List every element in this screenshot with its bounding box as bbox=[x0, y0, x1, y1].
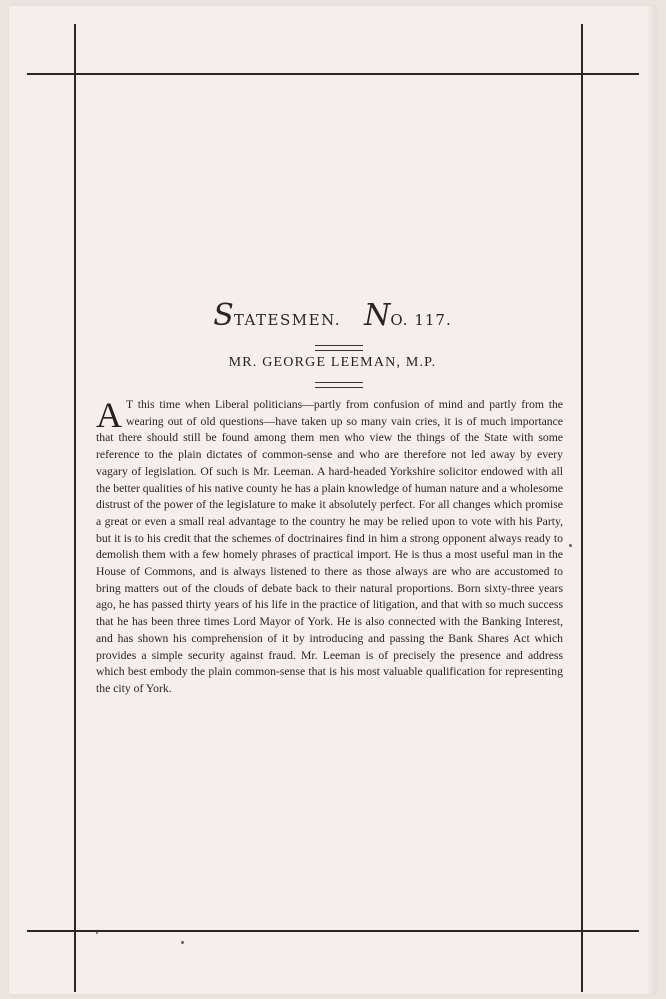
series-number-rest: O. 117. bbox=[390, 311, 452, 329]
page bbox=[9, 6, 656, 994]
series-number bbox=[364, 298, 452, 333]
bottom-border-rule bbox=[27, 930, 639, 932]
series-heading bbox=[9, 298, 656, 333]
top-border-rule bbox=[27, 73, 639, 75]
subject-title: MR. GEORGE LEEMAN, M.P. bbox=[228, 355, 437, 370]
series-number-initial: N bbox=[364, 298, 391, 333]
series-title-initial: S bbox=[213, 298, 234, 333]
series-title bbox=[213, 298, 342, 333]
ink-speck bbox=[569, 544, 572, 547]
article-text: T this time when Liberal politicians—partly from confusion of mind and partly from the wearing out of old questions—have taken up so many vain cries, it is of much importance that there should still be found among them men who view the things of the State with some reference to the plain dictates of common-sense and who are therefore not led away by every vagary of legislation. Of such is Mr. Leeman. A hard-headed Yorkshire solicitor endowed with all the better qualities of his native county he has a plain knowledge of human nature and a wholesome distrust of the power of the legislature to make it absolutely perfect. For all changes which promise a great or even a small real advantage to the country he may be relied upon to vote with his Party, but it is to his credit that the schemes of doctrinaires find in him a strong opponent always ready to demolish them with a few homely phrases of practical import. He is thus a most useful man in the House of Commons, and is always listened to there as those always are who are accustomed to bring matters out of the clouds of debate back to their natural proportions. Born sixty-three years ago, he has passed thirty years of his life in the practice of litigation, and that with so much success that he has been three times Lord Mayor of York. He is also connected with the Banking Interest, and has shown his comprehension of it by introducing and passing the Bank Shares Act which provides a simple security against fraud. Mr. Leeman is of precisely the presence and address which best embody the plain common-sense that is his most valuable qualification for representing the city of York. bbox=[96, 398, 563, 695]
article-body bbox=[96, 397, 563, 698]
drop-cap: A bbox=[96, 395, 122, 435]
divider-ornament-top bbox=[315, 345, 363, 351]
ink-speck bbox=[181, 941, 184, 944]
series-title-rest: TATESMEN. bbox=[233, 311, 342, 329]
divider-ornament-bottom bbox=[315, 382, 363, 388]
right-border-rule bbox=[581, 24, 583, 992]
left-border-rule bbox=[74, 24, 76, 992]
ink-speck bbox=[96, 932, 98, 934]
